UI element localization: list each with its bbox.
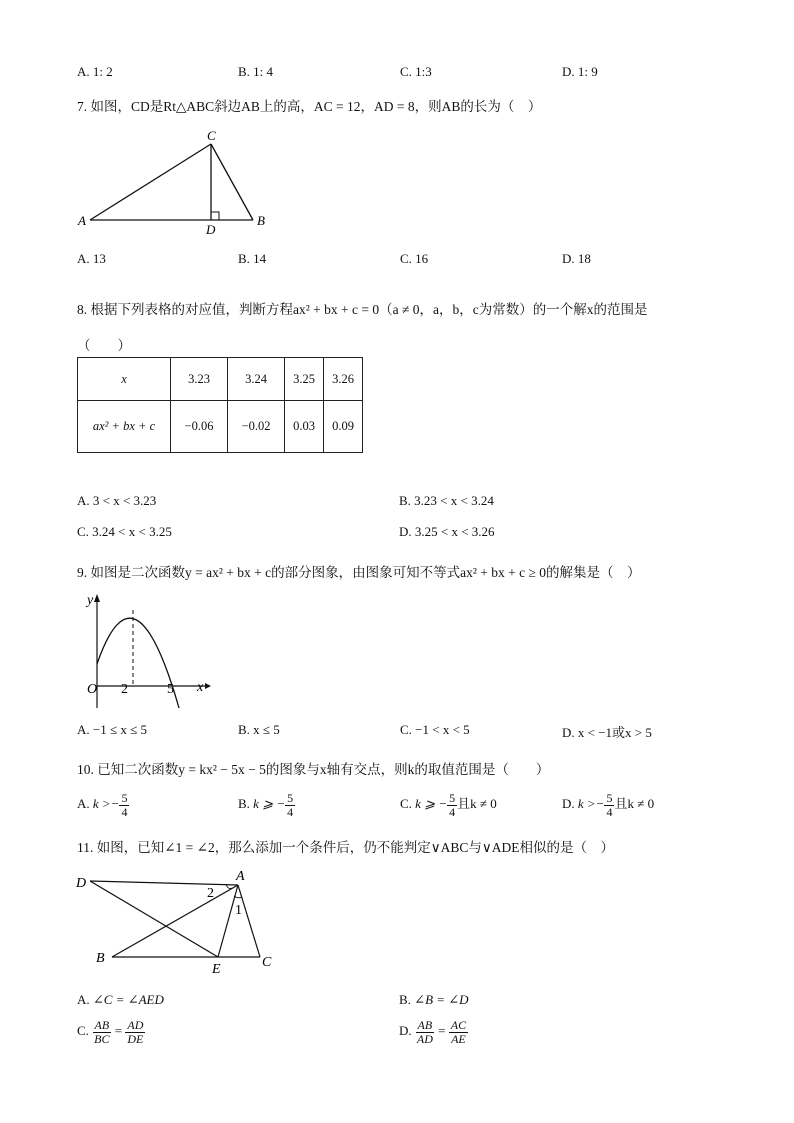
q7-label-a: A xyxy=(78,213,86,228)
q9-option-d: D. x < −1或x > 5 xyxy=(562,725,652,740)
q8-option-a: A. 3 < x < 3.23 xyxy=(77,493,157,508)
q9-label-x: x xyxy=(197,680,204,695)
q8-table-x-cell: 3.25 xyxy=(285,358,324,401)
q11-label-angle-1: 1 xyxy=(235,903,242,918)
q9-option-b: B. x ≤ 5 xyxy=(238,722,280,737)
q6-option-b: B. 1: 4 xyxy=(238,64,274,79)
q8-table-x-header: x xyxy=(78,358,171,401)
q8-table-y-header: ax² + bx + c xyxy=(78,401,171,453)
q7-option-c: C. 16 xyxy=(400,251,429,266)
q7-label-d: D xyxy=(206,222,216,237)
q8-option-b: B. 3.23 < x < 3.24 xyxy=(399,493,494,508)
q11-label-d: D xyxy=(76,876,87,891)
q6-option-c: C. 1:3 xyxy=(400,64,432,79)
q8-stem: 8. 根据下列表格的对应值，判断方程ax² + bx + c = 0（a ≠ 0，a，b，c为常数）的一个解x的范围是 xyxy=(77,302,648,317)
q11-label-a: A xyxy=(236,869,245,884)
q10-option-c: C. k ⩾ − $\frac{5}{4}$ 且k ≠ 0 xyxy=(400,791,497,819)
q7-stem: 7. 如图，CD是Rt△ABC斜边AB上的高，AC = 12，AD = 8，则AB的长为（ ） xyxy=(77,99,542,114)
q9-stem: 9. 如图是二次函数y = ax² + bx + c的部分图象，由图象可知不等式ax² + bx + c ≥ 0的解集是（ ） xyxy=(77,565,641,580)
q11-label-c: C xyxy=(262,955,272,970)
q6-option-a: A. 1: 2 xyxy=(77,64,113,79)
q11-option-a: A. ∠C = ∠AED xyxy=(77,992,164,1007)
q10-option-d: D. k >− $\frac{5}{4}$ 且k ≠ 0 xyxy=(562,791,655,819)
q7-option-b: B. 14 xyxy=(238,251,267,266)
q9-label-y: y xyxy=(87,593,94,608)
q9-parabola-figure xyxy=(75,588,215,713)
q11-option-c: C. $\frac{AB}{BC}$ = $\frac{AD}{DE}$ xyxy=(77,1018,144,1046)
q6-option-d: D. 1: 9 xyxy=(562,64,598,79)
q7-option-d: D. 18 xyxy=(562,251,591,266)
q11-label-e: E xyxy=(212,962,221,977)
q9-label-five: 5 xyxy=(167,682,174,697)
q8-table-y-cell: −0.02 xyxy=(228,401,285,453)
q9-label-origin: O xyxy=(87,682,98,697)
q11-stem: 11. 如图，已知∠1 = ∠2，那么添加一个条件后，仍不能判定∨ABC与∨ADE相似的是（ ） xyxy=(77,840,614,855)
q11-label-b: B xyxy=(96,951,105,966)
q8-value-table xyxy=(77,357,363,453)
q10-stem: 10. 已知二次函数y = kx² − 5x − 5的图象与x轴有交点，则k的取值范围是（ ） xyxy=(77,762,550,777)
q10-option-a: A. k >− $\frac{5}{4}$ xyxy=(77,791,128,819)
q8-table-y-cell: 0.09 xyxy=(324,401,363,453)
q11-option-b: B. ∠B = ∠D xyxy=(399,992,469,1007)
q8-stem-paren: （ ） xyxy=(77,338,131,353)
q8-option-d: D. 3.25 < x < 3.26 xyxy=(399,524,495,539)
q8-table-y-cell: 0.03 xyxy=(285,401,324,453)
q9-option-a: A. −1 ≤ x ≤ 5 xyxy=(77,722,147,737)
q11-label-angle-2: 2 xyxy=(207,886,214,901)
q8-table-x-cell: 3.26 xyxy=(324,358,363,401)
q7-option-a: A. 13 xyxy=(77,251,106,266)
q10-option-b: B. k ⩾ − $\frac{5}{4}$ xyxy=(238,791,294,819)
q8-option-c: C. 3.24 < x < 3.25 xyxy=(77,524,172,539)
q8-table-y-cell: −0.06 xyxy=(171,401,228,453)
q8-table-x-cell: 3.24 xyxy=(228,358,285,401)
q7-label-c: C xyxy=(207,128,216,143)
q7-figure xyxy=(70,130,280,240)
q8-table-x-cell: 3.23 xyxy=(171,358,228,401)
q9-label-two: 2 xyxy=(121,682,128,697)
q11-triangle-figure xyxy=(70,866,290,976)
q7-label-b: B xyxy=(257,213,265,228)
q11-option-d: D. $\frac{AB}{AD}$ = $\frac{AC}{AE}$ xyxy=(399,1018,467,1046)
q9-option-c: C. −1 < x < 5 xyxy=(400,722,470,737)
